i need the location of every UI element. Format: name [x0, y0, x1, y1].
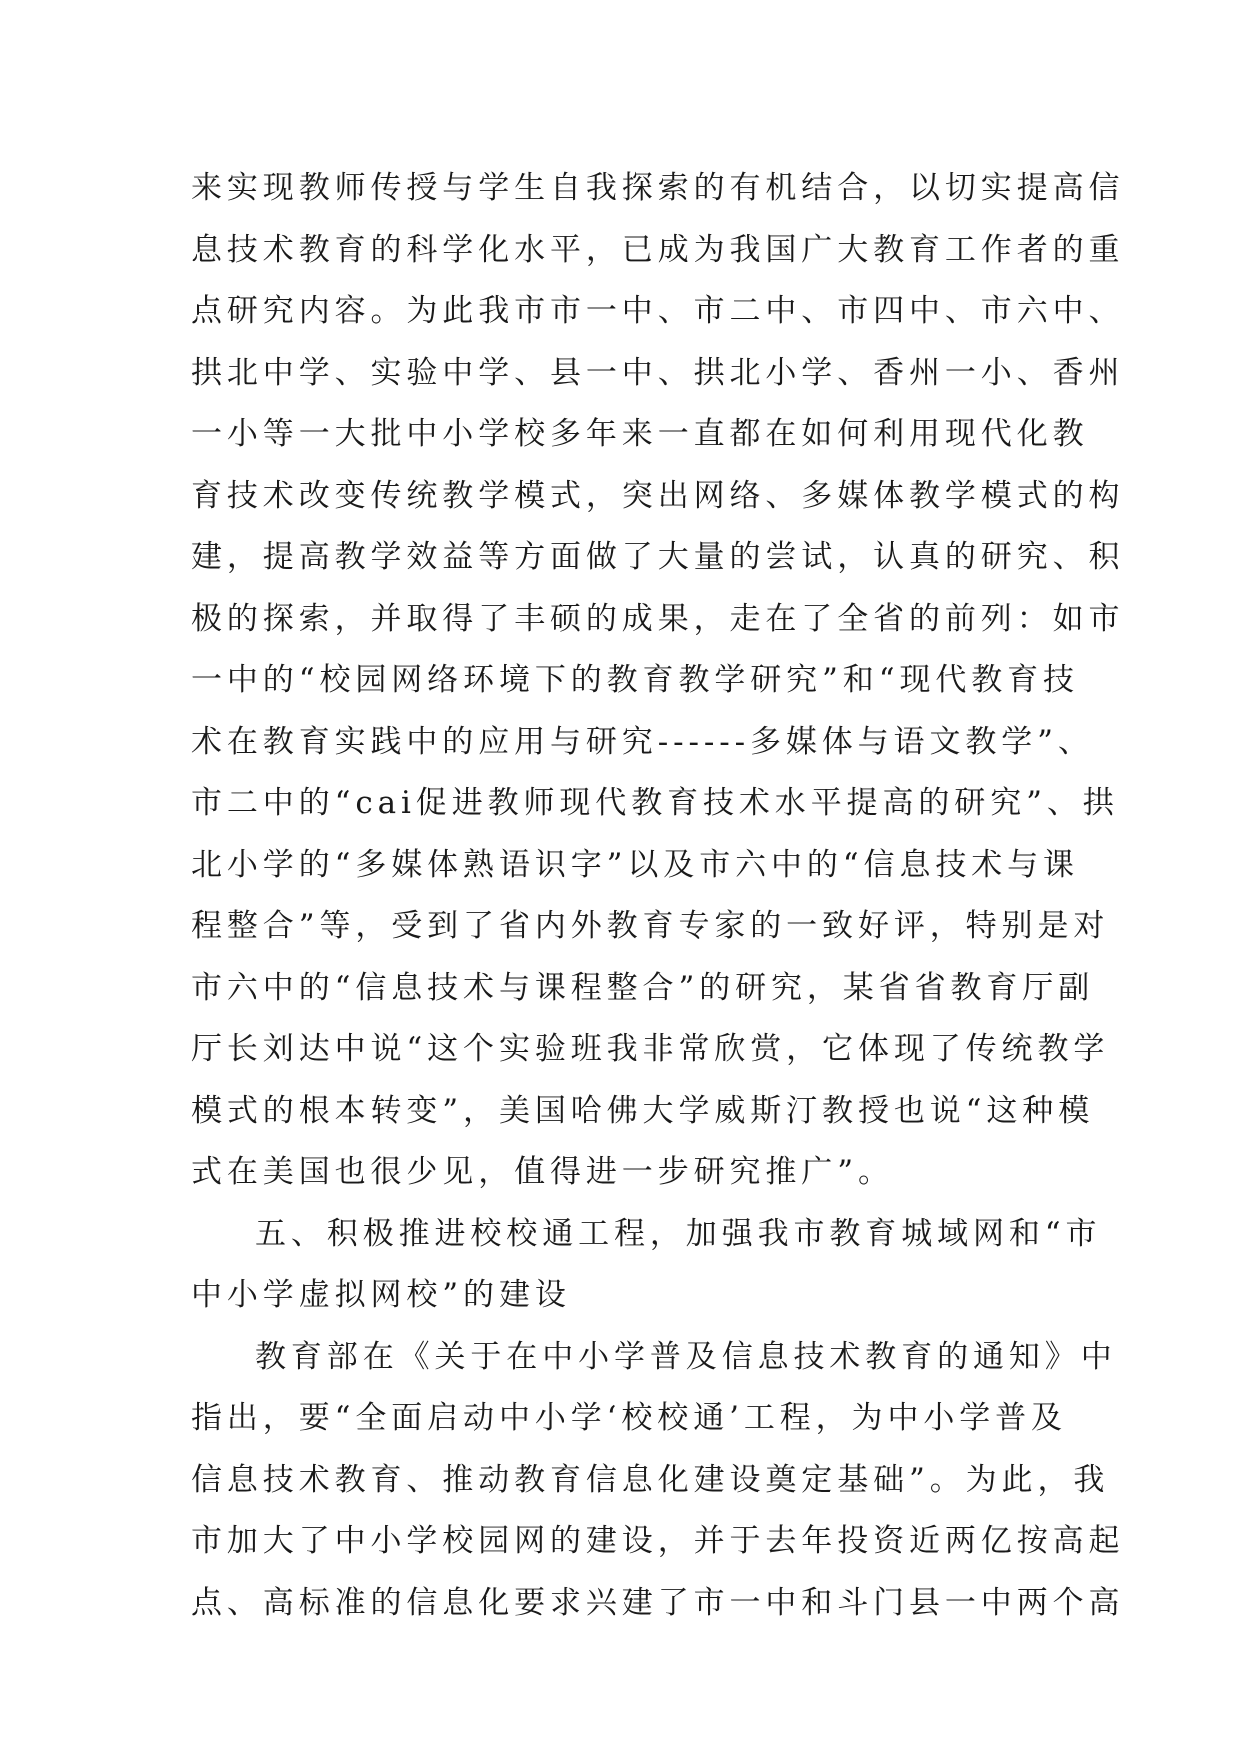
section-heading-line: 中小学虚拟网校”的建设 [191, 1277, 571, 1313]
text-line: 息技术教育的科学化水平，已成为我国广大教育工作者的重 [191, 231, 1125, 268]
text-line: 指出，要“全面启动中小学‘校校通’工程，为中小学普及 [191, 1400, 1067, 1436]
body-text [191, 158, 1125, 1634]
text-line: 点研究内容。为此我市市一中、市二中、市四中、市六中、 [191, 293, 1125, 329]
text-line: 程整合”等，受到了省内外教育专家的一致好评，特别是对 [191, 908, 1110, 944]
section-heading-line: 五、积极推进校校通工程，加强我市教育城域网和“市 [255, 1215, 1102, 1252]
text-line: 极的探索，并取得了丰硕的成果，走在了全省的前列：如市 [191, 600, 1125, 637]
text-line: 术在教育实践中的应用与研究------多媒体与语文教学”、 [191, 723, 1094, 760]
text-line: 拱北中学、实验中学、县一中、拱北小学、香州一小、香州 [191, 354, 1125, 391]
text-line: 一小等一大批中小学校多年来一直都在如何利用现代化教 [191, 416, 1089, 452]
text-line: 模式的根本转变”，美国哈佛大学威斯汀教授也说“这种模 [191, 1092, 1095, 1129]
text-line: 厅长刘达中说“这个实验班我非常欣赏，它体现了传统教学 [191, 1031, 1110, 1067]
text-line: 信息技术教育、推动教育信息化建设奠定基础”。为此，我 [191, 1461, 1110, 1498]
text-line: 点、高标准的信息化要求兴建了市一中和斗门县一中两个高 [191, 1584, 1125, 1621]
text-line: 建，提高教学效益等方面做了大量的尝试，认真的研究、积 [191, 539, 1125, 575]
text-line: 式在美国也很少见，值得进一步研究推广”。 [191, 1154, 894, 1190]
text-line: 市二中的“cai促进教师现代教育技术水平提高的研究”、拱 [191, 785, 1119, 821]
text-line: 育技术改变传统教学模式，突出网络、多媒体教学模式的构 [191, 477, 1125, 514]
text-line: 市六中的“信息技术与课程整合”的研究，某省省教育厅副 [191, 969, 1095, 1006]
text-line: 市加大了中小学校园网的建设，并于去年投资近两亿按高起 [191, 1523, 1125, 1559]
text-line: 一中的“校园网络环境下的教育教学研究”和“现代教育技 [191, 662, 1079, 698]
text-line: 教育部在《关于在中小学普及信息技术教育的通知》中 [255, 1338, 1117, 1375]
text-line: 来实现教师传授与学生自我探索的有机结合，以切实提高信 [191, 170, 1125, 206]
text-line: 北小学的“多媒体熟语识字”以及市六中的“信息技术与课 [191, 846, 1079, 883]
